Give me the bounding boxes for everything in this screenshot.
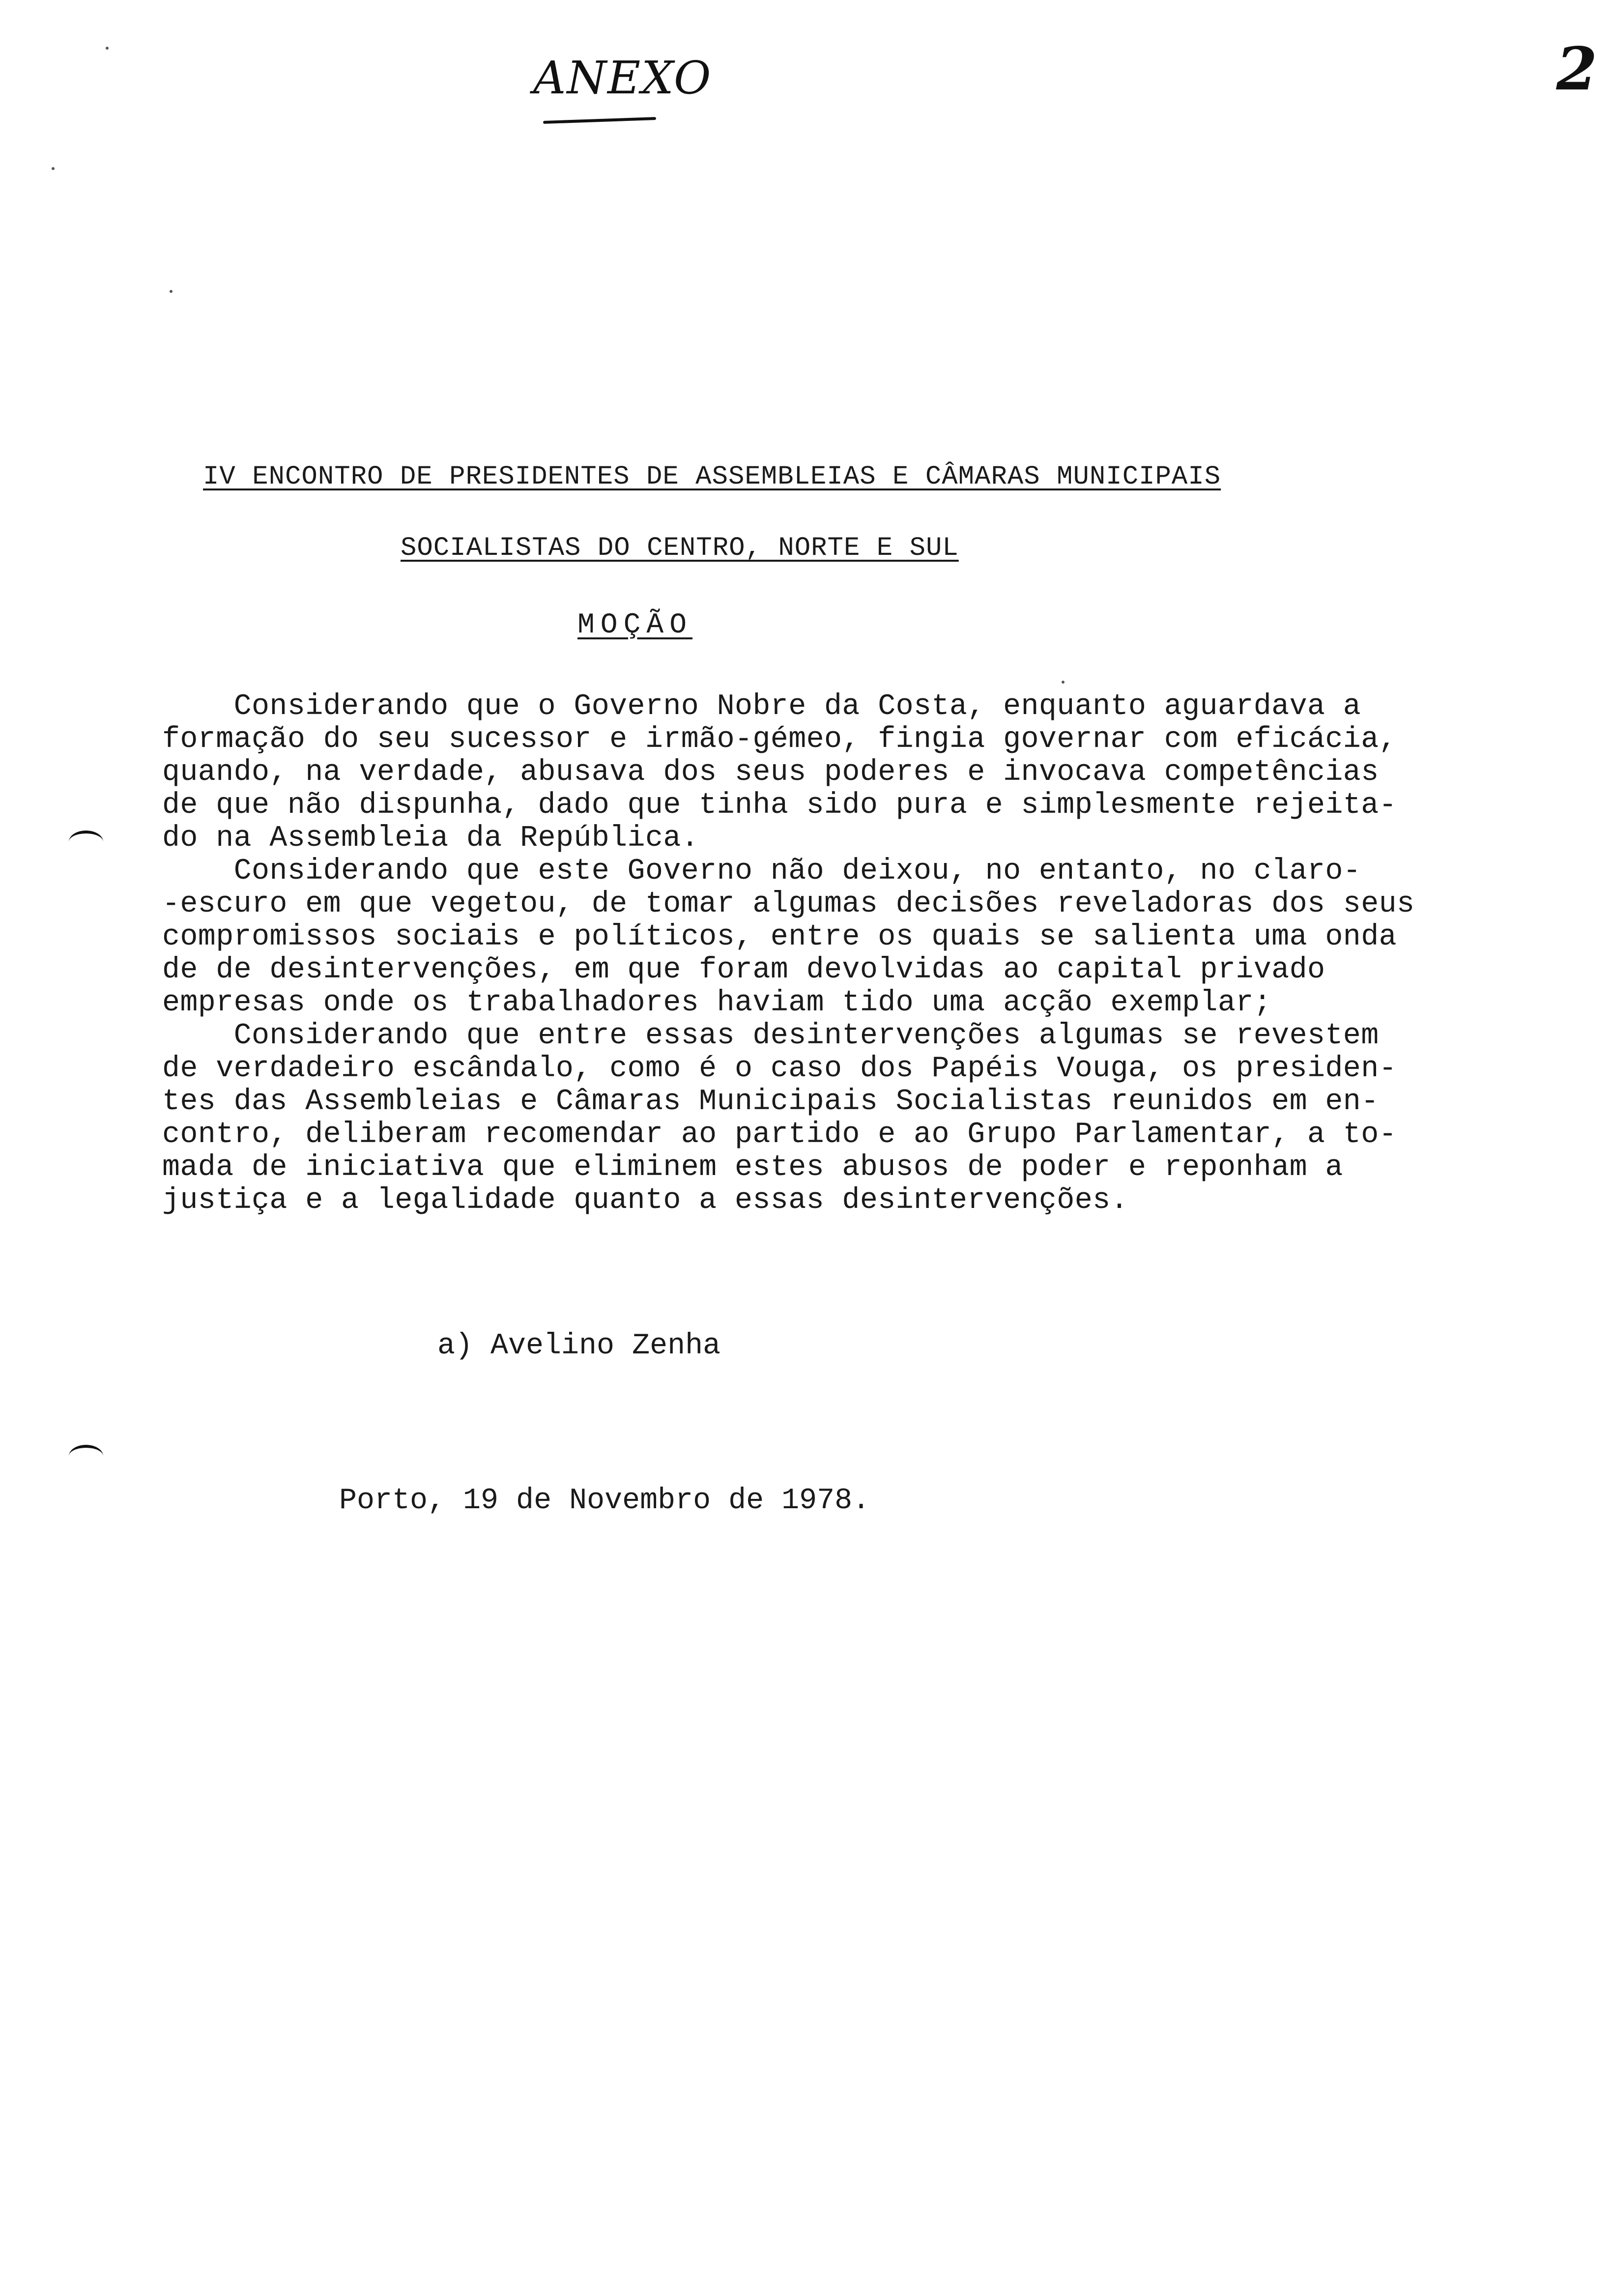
punch-hole-mark xyxy=(69,1445,103,1467)
body-line: Considerando que entre essas desintervenções algumas se revestem xyxy=(162,1019,1379,1053)
body-line: Considerando que este Governo não deixou, no entanto, no claro- xyxy=(162,855,1361,888)
body-line: de de desintervenções, em que foram devolvidas ao capital privado xyxy=(162,953,1325,987)
annex-annotation: ANEXO xyxy=(533,52,712,104)
body-line: de verdadeiro escândalo, como é o caso dos Papéis Vouga, os presiden- xyxy=(162,1052,1397,1086)
meeting-header-line-1: IV ENCONTRO DE PRESIDENTES DE ASSEMBLEIAS E CÂMARAS MUNICIPAIS xyxy=(203,462,1221,492)
place-date: Porto, 19 de Novembro de 1978. xyxy=(339,1484,870,1518)
body-line: formação do seu sucessor e irmão-gémeo, fingia governar com eficácia, xyxy=(162,723,1397,756)
punch-hole-mark xyxy=(69,831,103,853)
body-line: mada de iniciativa que eliminem estes abusos de poder e reponham a xyxy=(162,1151,1343,1184)
meeting-header-line-2: SOCIALISTAS DO CENTRO, NORTE E SUL xyxy=(401,533,959,563)
signature-line: a) Avelino Zenha xyxy=(437,1329,721,1363)
page-number: 2 xyxy=(1556,34,1597,104)
body-line: tes das Assembleias e Câmaras Municipais Socialistas reunidos em en- xyxy=(162,1085,1379,1119)
body-line: empresas onde os trabalhadores haviam tido uma acção exemplar; xyxy=(162,986,1272,1020)
body-line: compromissos sociais e políticos, entre os quais se salienta uma onda xyxy=(162,920,1397,954)
annex-underline xyxy=(543,117,656,124)
body-line: Considerando que o Governo Nobre da Costa, enquanto aguardava a xyxy=(162,690,1361,723)
motion-body xyxy=(162,690,1548,1217)
body-line: justiça e a legalidade quanto a essas desintervenções. xyxy=(162,1184,1128,1217)
document-title: MOÇÃO xyxy=(577,609,693,641)
scan-speck xyxy=(1062,681,1065,684)
body-line: de que não dispunha, dado que tinha sido pura e simplesmente rejeita- xyxy=(162,789,1397,822)
body-line: -escuro em que vegetou, de tomar algumas decisões reveladoras dos seus xyxy=(162,888,1415,921)
body-line: contro, deliberam recomendar ao partido e ao Grupo Parlamentar, a to- xyxy=(162,1118,1397,1151)
body-line: quando, na verdade, abusava dos seus poderes e invocava competências xyxy=(162,756,1379,789)
scan-speck xyxy=(106,47,109,50)
scan-speck xyxy=(170,290,173,293)
scan-speck xyxy=(52,167,55,170)
body-line: do na Assembleia da República. xyxy=(162,822,699,855)
